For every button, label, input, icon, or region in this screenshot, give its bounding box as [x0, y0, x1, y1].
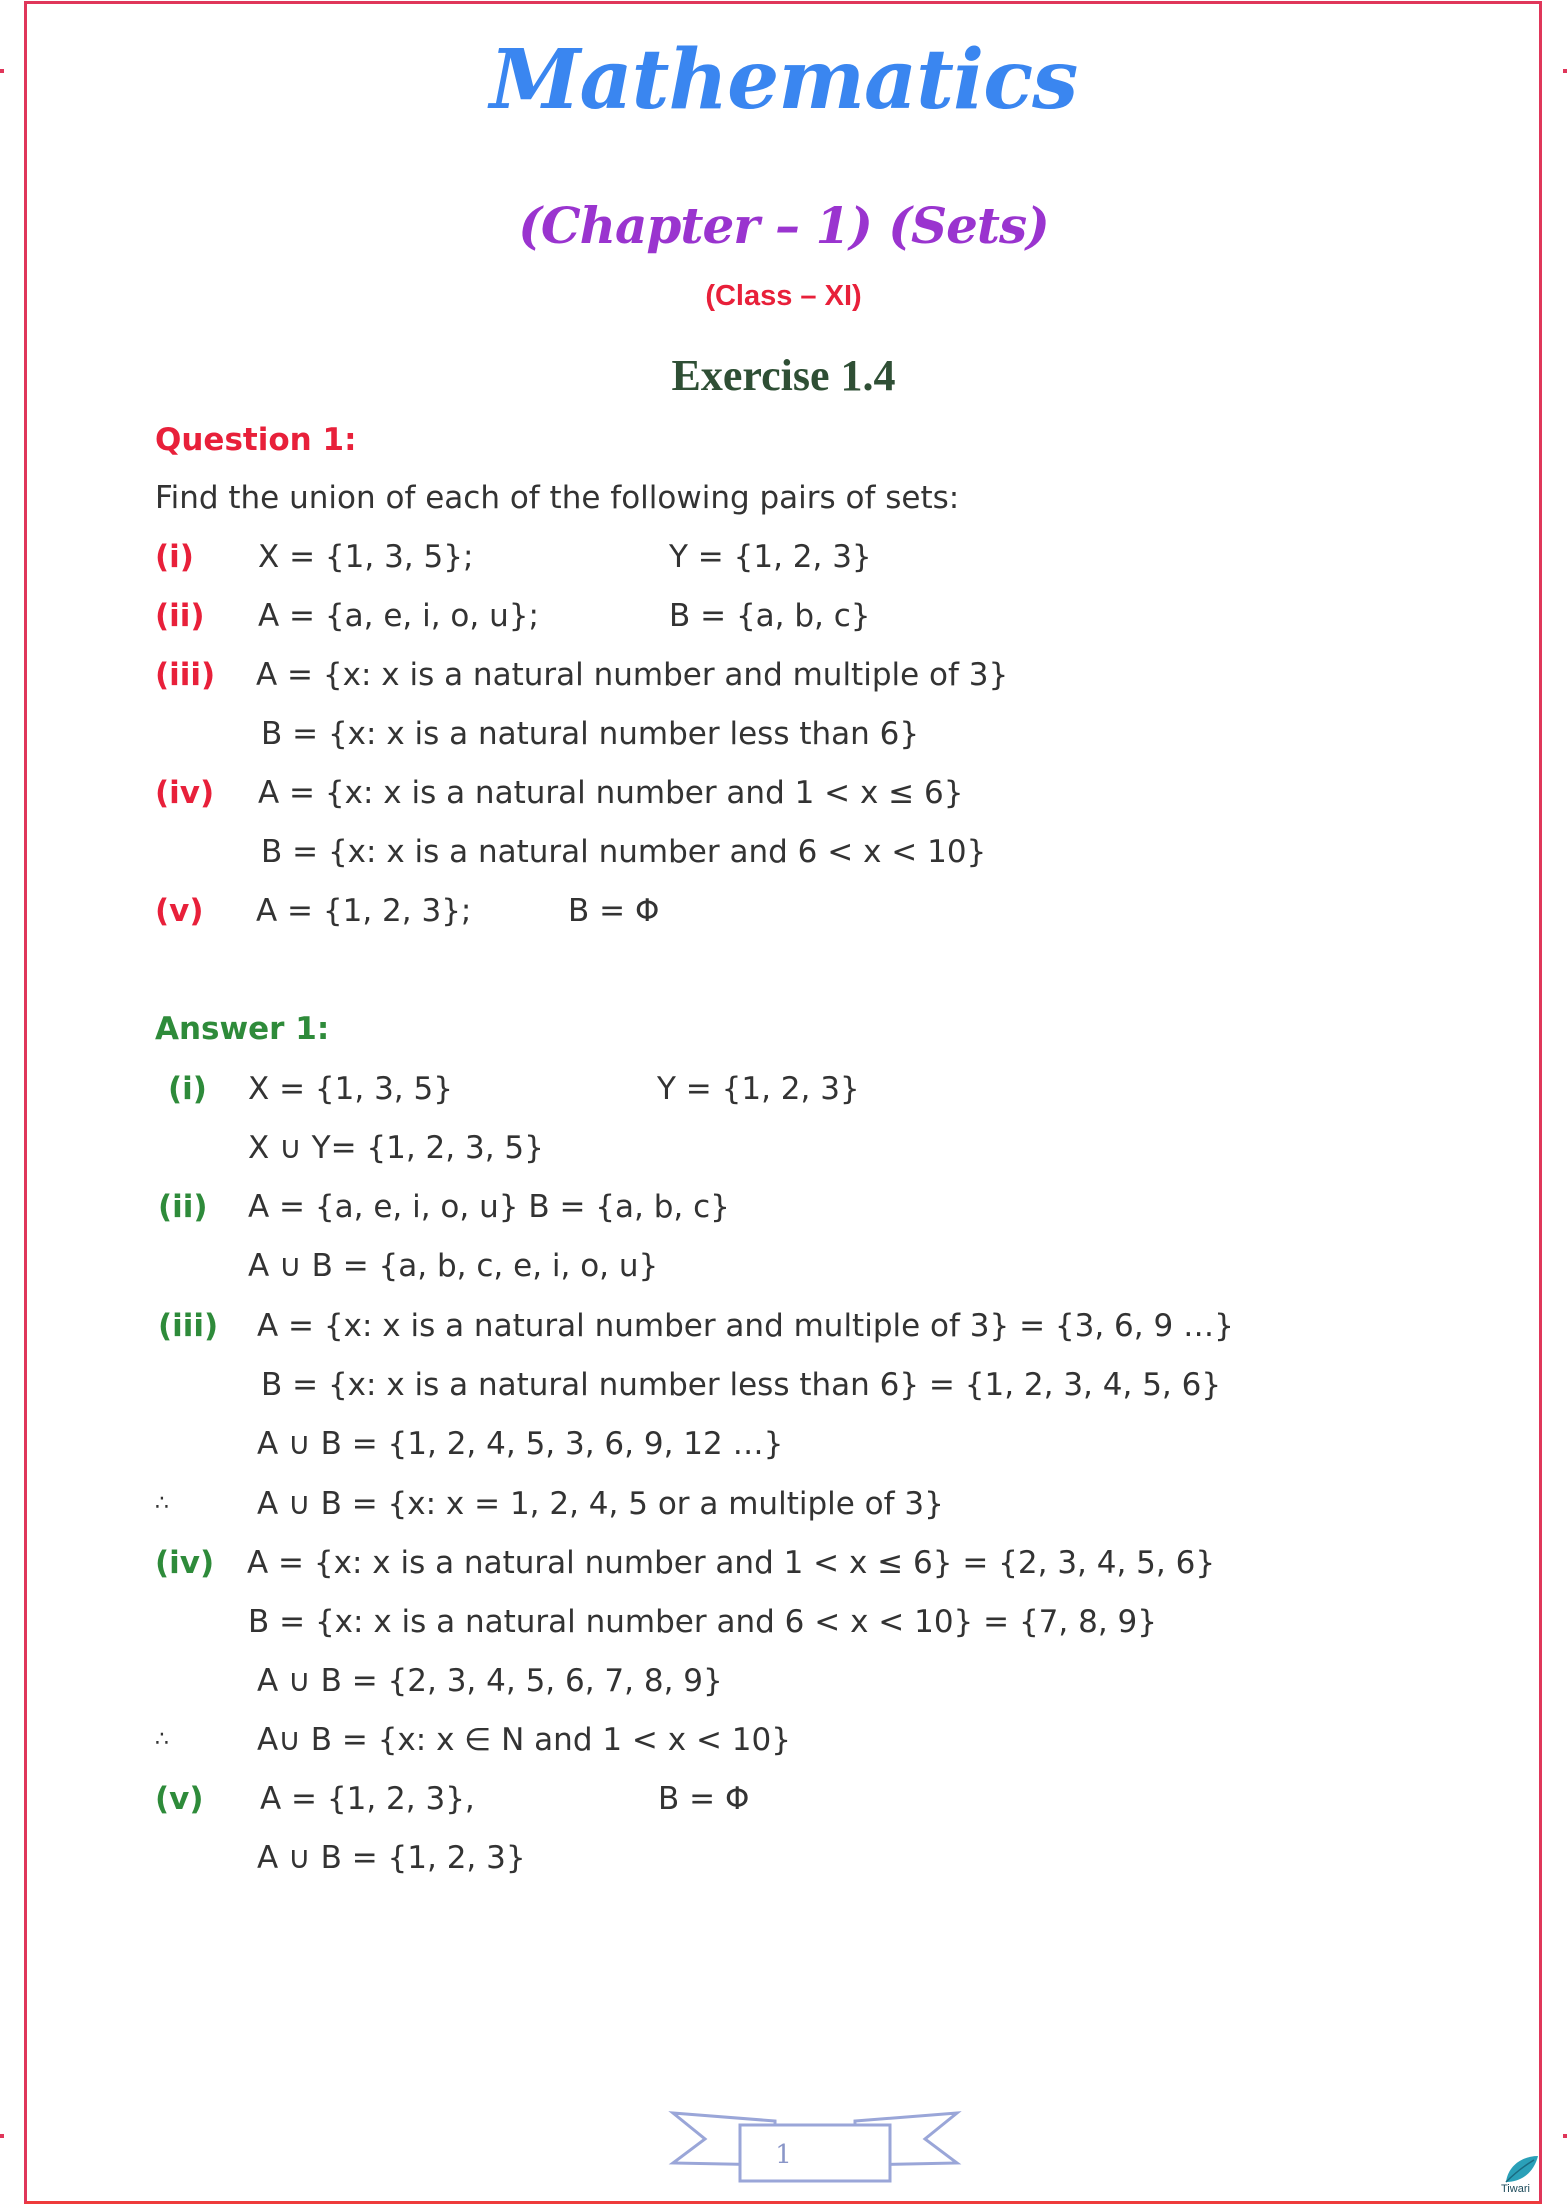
- answer-item-label: (i): [168, 1071, 207, 1107]
- question-item-set-a: A = {x: x is a natural number and 1 < x ≤ 6}: [258, 775, 964, 811]
- answer-line: A = {1, 2, 3},: [260, 1781, 475, 1817]
- answer-line: A = {a, e, i, o, u} B = {a, b, c}: [248, 1189, 730, 1225]
- answer-line: A = {x: x is a natural number and 1 < x ≤ 6} = {2, 3, 4, 5, 6}: [247, 1545, 1216, 1581]
- answer-result: A ∪ B = {x: x = 1, 2, 4, 5 or a multiple of 3}: [257, 1486, 944, 1522]
- exercise-title: Exercise 1.4: [671, 351, 896, 400]
- question-item-set-b: B = {a, b, c}: [669, 598, 871, 634]
- question-item-label: (i): [155, 539, 194, 575]
- question-item-label: (iv): [155, 775, 215, 811]
- question-item-set-b: B = {x: x is a natural number less than 6}: [261, 716, 920, 752]
- question-item-set-a: A = {x: x is a natural number and multiple of 3}: [256, 657, 1009, 693]
- answer-item-label: (ii): [158, 1189, 208, 1225]
- question-item-set-b: B = {x: x is a natural number and 6 < x < 10}: [261, 834, 987, 870]
- chapter-title: (Chapter – 1) (Sets): [518, 196, 1049, 255]
- answer-item-label: (iii): [158, 1308, 219, 1344]
- answer-result: A ∪ B = {a, b, c, e, i, o, u}: [248, 1248, 659, 1284]
- question-prompt: Find the union of each of the following pairs of sets:: [155, 480, 960, 516]
- answer-line: B = {x: x is a natural number and 6 < x < 10} = {7, 8, 9}: [248, 1604, 1157, 1640]
- document-title: Mathematics: [489, 32, 1078, 128]
- therefore-symbol: ∴: [155, 1491, 169, 1516]
- question-item-label: (iii): [155, 657, 216, 693]
- crop-mark: [0, 2134, 4, 2138]
- crop-mark: [1563, 2134, 1567, 2138]
- answer-line: X = {1, 3, 5}: [248, 1071, 453, 1107]
- answer-result: A∪ B = {x: x ∈ N and 1 < x < 10}: [257, 1722, 791, 1758]
- question-item-set-a: A = {a, e, i, o, u};: [258, 598, 539, 634]
- answer-line: Y = {1, 2, 3}: [657, 1071, 860, 1107]
- question-item-set-b: B = Φ: [568, 893, 660, 929]
- answer-heading: Answer 1:: [155, 1011, 330, 1047]
- answer-line: B = {x: x is a natural number less than 6} = {1, 2, 3, 4, 5, 6}: [261, 1367, 1222, 1403]
- therefore-symbol: ∴: [155, 1727, 169, 1752]
- answer-line: B = Φ: [658, 1781, 750, 1817]
- page-number: 1: [775, 2140, 792, 2170]
- question-heading: Question 1:: [155, 422, 357, 458]
- question-item-set-b: Y = {1, 2, 3}: [669, 539, 872, 575]
- question-item-set-a: A = {1, 2, 3};: [256, 893, 472, 929]
- answer-result: X ∪ Y= {1, 2, 3, 5}: [248, 1130, 544, 1166]
- answer-item-label: (v): [155, 1781, 204, 1817]
- question-item-set-a: X = {1, 3, 5};: [258, 539, 474, 575]
- class-label: (Class – XI): [705, 280, 862, 312]
- logo-text: Tiwari: [1501, 2183, 1530, 2195]
- answer-item-label: (iv): [155, 1545, 215, 1581]
- answer-result: A ∪ B = {1, 2, 4, 5, 3, 6, 9, 12 …}: [257, 1426, 784, 1462]
- answer-line: A = {x: x is a natural number and multiple of 3} = {3, 6, 9 …}: [257, 1308, 1234, 1344]
- question-item-label: (v): [155, 893, 204, 929]
- answer-result: A ∪ B = {2, 3, 4, 5, 6, 7, 8, 9}: [257, 1663, 723, 1699]
- answer-result: A ∪ B = {1, 2, 3}: [257, 1840, 526, 1876]
- question-item-label: (ii): [155, 598, 205, 634]
